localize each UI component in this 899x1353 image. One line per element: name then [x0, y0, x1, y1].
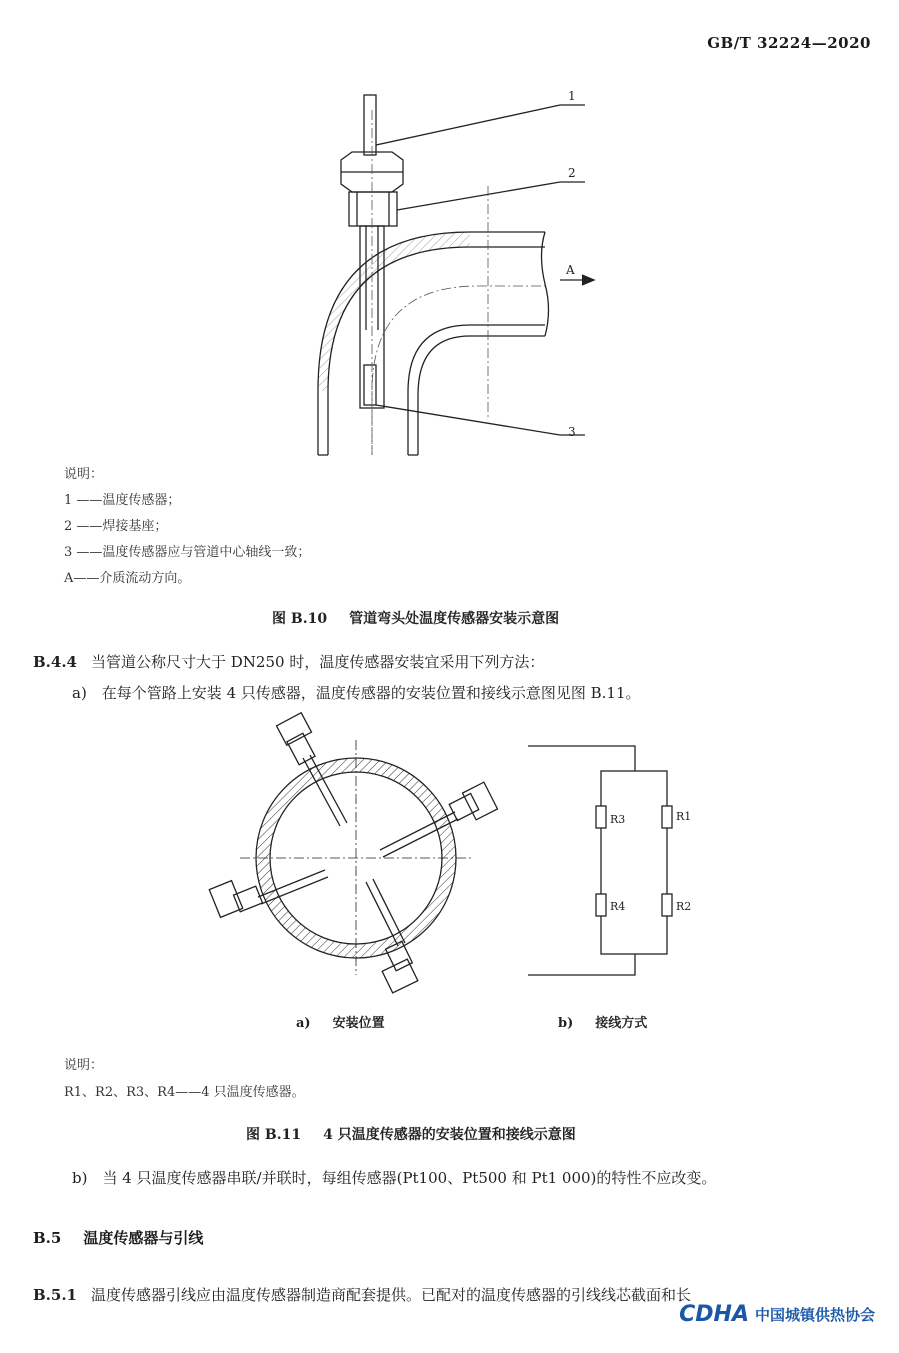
legend-item-3: 3 ——温度传感器应与管道中心轴线一致； [64, 545, 311, 560]
caption-b10-text: 管道弯头处温度传感器安装示意图 [349, 611, 560, 627]
resistor-r4: R4 [610, 900, 626, 913]
resistor-r1: R1 [676, 810, 692, 823]
clause-b51-text: 温度传感器引线应由温度传感器制造商配套提供。已配对的温度传感器的引线线芯截面和长 [91, 1286, 692, 1304]
callout-1: 1 [568, 89, 576, 103]
section-b5-number: B.5 [33, 1229, 62, 1247]
legend-title-b11: 说明： [64, 1058, 104, 1073]
caption-b11 [246, 1124, 576, 1144]
caption-b11-number: 图 B.11 [246, 1127, 302, 1143]
subcaption-b-text: 接线方式 [595, 1016, 648, 1031]
callout-2: 2 [568, 166, 576, 180]
caption-b10-number: 图 B.10 [272, 611, 328, 627]
legend-item-resistors: R1、R2、R3、R4——4 只温度传感器。 [64, 1085, 305, 1100]
watermark-logo [679, 1302, 875, 1327]
resistor-r3: R3 [610, 813, 626, 826]
legend-title-b10: 说明： [64, 467, 104, 482]
legend-item-1: 1 ——温度传感器； [64, 493, 181, 508]
clause-b51 [33, 1284, 691, 1305]
callout-3: 3 [568, 425, 576, 439]
legend-item-2: 2 ——焊接基座； [64, 519, 168, 534]
watermark-text: 中国城镇供热协会 [754, 1306, 875, 1324]
caption-b11-text: 4 只温度传感器的安装位置和接线示意图 [323, 1127, 576, 1143]
subcaption-b [558, 1012, 647, 1031]
standard-code: GB/T 32224—2020 [707, 34, 871, 52]
legend-item-a: A——介质流动方向。 [64, 571, 191, 586]
flow-label: A [566, 263, 575, 277]
clause-b51-number: B.5.1 [33, 1286, 77, 1304]
watermark-mark: CDHA [679, 1302, 749, 1327]
item-b: b) 当 4 只温度传感器串联/并联时，每组传感器(Pt100、Pt500 和 Pt1 000)的特性不应改变。 [72, 1169, 717, 1187]
clause-b44-number: B.4.4 [33, 653, 77, 671]
clause-b44-item-a: a) 在每个管路上安装 4 只传感器，温度传感器的安装位置和接线示意图见图 B.11。 [72, 684, 641, 702]
subcaption-b-number: b) [558, 1016, 574, 1031]
subcaption-a-number: a) [296, 1016, 311, 1031]
section-b5 [33, 1227, 203, 1248]
clause-b44-text: 当管道公称尺寸大于 DN250 时，温度传感器安装宜采用下列方法： [91, 653, 545, 671]
section-b5-title: 温度传感器与引线 [83, 1229, 204, 1247]
subcaption-a [296, 1012, 385, 1031]
subcaption-a-text: 安装位置 [332, 1016, 385, 1031]
resistor-r2: R2 [676, 900, 692, 913]
